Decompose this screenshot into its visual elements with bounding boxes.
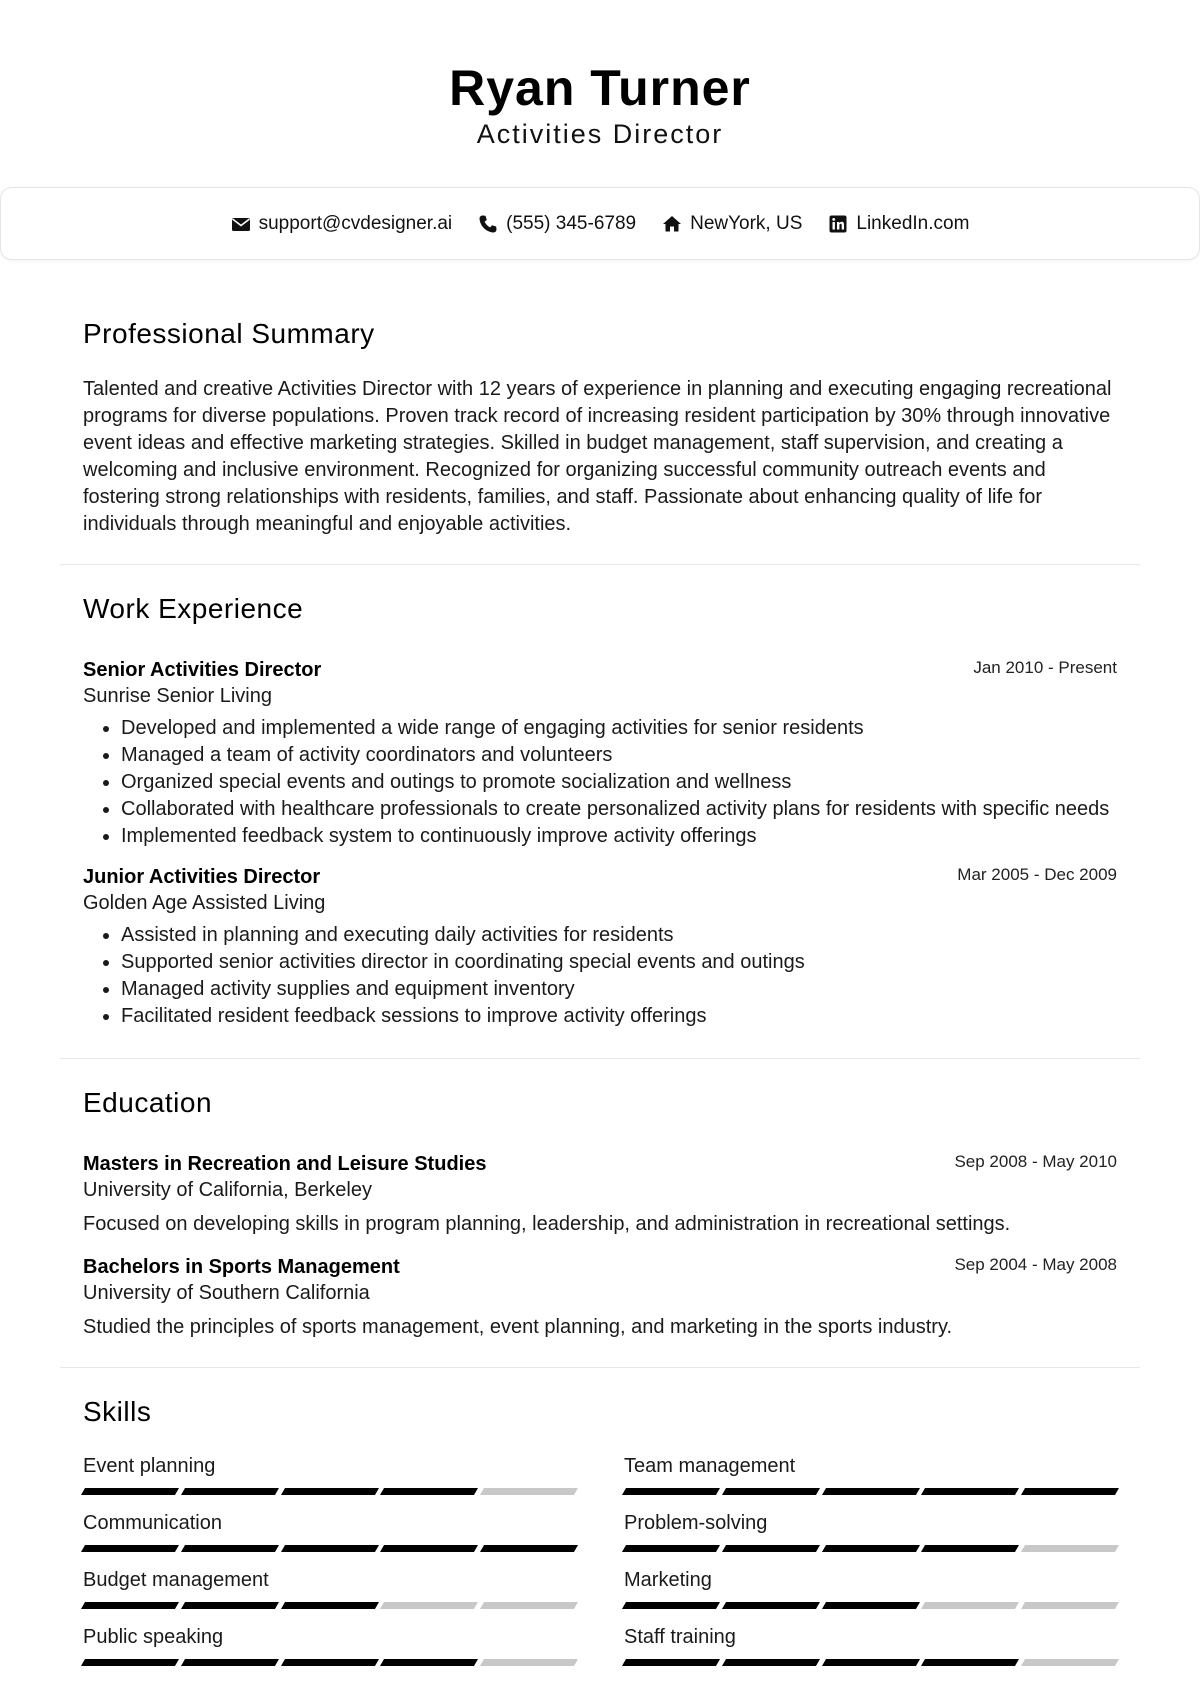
skill-rating-bar	[624, 1602, 1117, 1609]
rating-segment-empty	[480, 1488, 578, 1495]
rating-segment-filled	[181, 1659, 279, 1666]
skill-rating-bar	[624, 1545, 1117, 1552]
education-heading: Education	[83, 1087, 213, 1118]
rating-segment-filled	[722, 1602, 820, 1609]
rating-segment-filled	[281, 1545, 379, 1552]
skill-rating-bar	[83, 1488, 576, 1495]
skill-item	[624, 1454, 1117, 1511]
list-item: • Implemented feedback system to continuously improve activity offerings	[121, 823, 1117, 850]
rating-segment-empty	[1021, 1602, 1119, 1609]
summary-heading: Professional Summary	[83, 318, 375, 349]
list-item: • Organized special events and outings to promote socialization and wellness	[121, 769, 1117, 796]
job-bullets	[83, 715, 1117, 850]
education-description: Focused on developing skills in program planning, leadership, and administration in recreational settings.	[83, 1213, 1011, 1235]
contact-bar	[0, 187, 1200, 260]
email-text: support@cvdesigner.ai	[258, 212, 453, 234]
skill-item	[83, 1454, 576, 1511]
skill-rating-bar	[83, 1545, 576, 1552]
job-bullets	[83, 922, 1117, 1030]
rating-segment-filled	[921, 1545, 1019, 1552]
rating-segment-filled	[822, 1659, 920, 1666]
job-title: Senior Activities Director	[83, 659, 322, 681]
skill-name: Team management	[624, 1455, 796, 1477]
linkedin-text: LinkedIn.com	[856, 212, 970, 234]
education-section	[60, 1059, 1140, 1368]
rating-segment-empty	[1021, 1659, 1119, 1666]
candidate-title: Activities Director	[476, 119, 724, 149]
skill-item	[83, 1568, 576, 1625]
degree-title: Bachelors in Sports Management	[83, 1256, 400, 1278]
job-title: Junior Activities Director	[83, 866, 321, 888]
rating-segment-filled	[181, 1545, 279, 1552]
list-item: • Managed activity supplies and equipment inventory	[121, 976, 1117, 1003]
home-icon	[662, 214, 682, 234]
list-item: • Collaborated with healthcare professionals to create personalized activity plans for residents with specific needs	[121, 796, 1117, 823]
skill-rating-bar	[83, 1659, 576, 1666]
list-item: • Assisted in planning and executing daily activities for residents	[121, 922, 1117, 949]
rating-segment-filled	[81, 1659, 179, 1666]
skills-section	[60, 1368, 1140, 1682]
experience-section	[60, 565, 1140, 1059]
list-item: • Developed and implemented a wide range of engaging activities for senior residents	[121, 715, 1117, 742]
rating-segment-filled	[1021, 1488, 1119, 1495]
rating-segment-filled	[281, 1602, 379, 1609]
school-name: University of Southern California	[83, 1282, 370, 1304]
skill-rating-bar	[624, 1659, 1117, 1666]
job-company: Sunrise Senior Living	[83, 685, 272, 707]
rating-segment-filled	[822, 1602, 920, 1609]
list-item: • Managed a team of activity coordinators and volunteers	[121, 742, 1117, 769]
rating-segment-empty	[1021, 1545, 1119, 1552]
skill-item	[624, 1568, 1117, 1625]
phone-icon	[478, 214, 498, 234]
job-company: Golden Age Assisted Living	[83, 892, 326, 914]
rating-segment-filled	[181, 1488, 279, 1495]
skill-name: Event planning	[83, 1455, 216, 1477]
rating-segment-filled	[181, 1602, 279, 1609]
rating-segment-filled	[81, 1545, 179, 1552]
rating-segment-filled	[480, 1545, 578, 1552]
rating-segment-filled	[722, 1545, 820, 1552]
location-text: NewYork, US	[690, 212, 803, 234]
rating-segment-filled	[380, 1488, 478, 1495]
resume-header	[0, 0, 1200, 149]
skills-grid	[83, 1454, 1117, 1682]
skill-item	[624, 1511, 1117, 1568]
envelope-icon	[231, 214, 251, 234]
list-item: • Supported senior activities director in coordinating special events and outings	[121, 949, 1117, 976]
rating-segment-filled	[380, 1545, 478, 1552]
skill-name: Public speaking	[83, 1626, 224, 1648]
skill-item	[83, 1511, 576, 1568]
rating-segment-filled	[822, 1488, 920, 1495]
skill-rating-bar	[624, 1488, 1117, 1495]
rating-segment-filled	[81, 1488, 179, 1495]
rating-segment-empty	[480, 1659, 578, 1666]
list-item: • Facilitated resident feedback sessions to improve activity offerings	[121, 1003, 1117, 1030]
rating-segment-filled	[380, 1659, 478, 1666]
school-name: University of California, Berkeley	[83, 1179, 372, 1201]
skill-item	[83, 1625, 576, 1682]
linkedin-icon	[828, 214, 848, 234]
job-dates: Jan 2010 - Present	[973, 658, 1117, 677]
summary-text: Talented and creative Activities Director with 12 years of experience in planning and executing engaging recreational programs for diverse populations. Proven track record of increasing resident participation by 30% through innovative event ideas and effective marketing strategies. Skilled in budget management, staff supervision, and creating a welcoming and inclusive environment. Recognized for organizing successful community outreach events and fostering strong relationships with residents, families, and staff. Passionate about enhancing quality of life for individuals through meaningful and enjoyable activities.	[83, 378, 1112, 535]
contact-linkedin[interactable]	[828, 213, 969, 235]
job-entry	[83, 657, 1117, 850]
skill-rating-bar	[83, 1602, 576, 1609]
rating-segment-empty	[921, 1602, 1019, 1609]
rating-segment-filled	[281, 1488, 379, 1495]
education-entry	[83, 1151, 1117, 1238]
skills-heading: Skills	[83, 1396, 152, 1427]
skill-name: Staff training	[624, 1626, 736, 1648]
rating-segment-filled	[281, 1659, 379, 1666]
rating-segment-filled	[921, 1488, 1019, 1495]
rating-segment-filled	[622, 1602, 720, 1609]
summary-section	[60, 290, 1140, 565]
rating-segment-empty	[380, 1602, 478, 1609]
rating-segment-filled	[822, 1545, 920, 1552]
rating-segment-empty	[480, 1602, 578, 1609]
education-dates: Sep 2008 - May 2010	[954, 1152, 1117, 1171]
skill-item	[624, 1625, 1117, 1682]
education-description: Studied the principles of sports management, event planning, and marketing in the sports industry.	[83, 1316, 953, 1338]
skill-name: Marketing	[624, 1569, 712, 1591]
rating-segment-filled	[722, 1488, 820, 1495]
education-entry	[83, 1254, 1117, 1341]
rating-segment-filled	[81, 1602, 179, 1609]
experience-heading: Work Experience	[83, 593, 304, 624]
job-dates: Mar 2005 - Dec 2009	[957, 865, 1117, 884]
rating-segment-filled	[622, 1488, 720, 1495]
skill-name: Problem-solving	[624, 1512, 768, 1534]
resume-body	[60, 290, 1140, 1682]
job-entry	[83, 864, 1117, 1030]
degree-title: Masters in Recreation and Leisure Studies	[83, 1153, 487, 1175]
rating-segment-filled	[722, 1659, 820, 1666]
skill-name: Budget management	[83, 1569, 269, 1591]
education-dates: Sep 2004 - May 2008	[954, 1255, 1117, 1274]
contact-email[interactable]	[231, 213, 453, 235]
contact-location	[662, 213, 802, 235]
rating-segment-filled	[622, 1659, 720, 1666]
rating-segment-filled	[622, 1545, 720, 1552]
phone-text: (555) 345-6789	[506, 212, 637, 234]
candidate-name: Ryan Turner	[449, 60, 751, 116]
contact-phone[interactable]	[478, 213, 636, 235]
skill-name: Communication	[83, 1512, 222, 1534]
rating-segment-filled	[921, 1659, 1019, 1666]
